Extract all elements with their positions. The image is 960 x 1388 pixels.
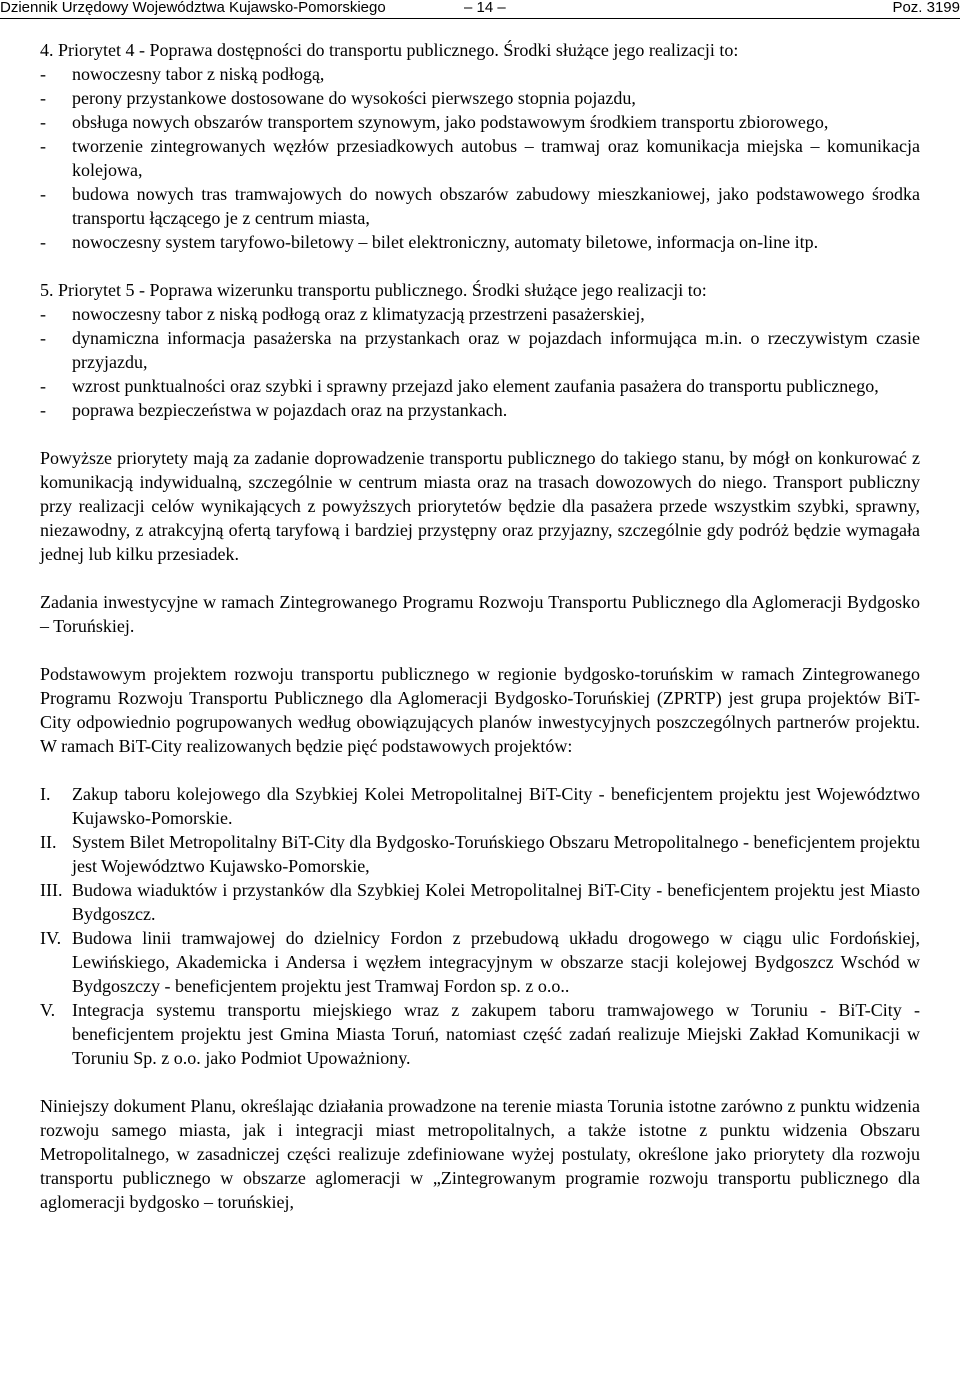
journal-title: Dziennik Urzędowy Województwa Kujawsko-Pomorskiego: [0, 0, 386, 16]
position-number: Poz. 3199: [892, 0, 960, 16]
list-dash: -: [40, 304, 46, 324]
project-text: Zakup taboru kolejowego dla Szybkiej Kolei Metropolitalnej BiT-City - beneficjentem projektu jest Województwo Kujawsko-Pomorskie.: [72, 784, 920, 828]
priority-5-title: 5. Priorytet 5 - Poprawa wizerunku transportu publicznego. Środki służące jego realizacji to:: [40, 280, 707, 300]
list-dash: -: [40, 184, 46, 204]
list-item-text: dynamiczna informacja pasażerska na przystankach oraz w pojazdach informująca m.in. o rzeczywistym czasie przyjazdu,: [72, 328, 920, 372]
list-item: [40, 398, 920, 422]
list-item-text: tworzenie zintegrowanych węzłów przesiadkowych autobus – tramwaj oraz komunikacja miejska – komunikacja kolejowa,: [72, 136, 920, 180]
project-text: Integracja systemu transportu miejskiego wraz z zakupem taboru tramwajowego w Toruniu - BiT-City - beneficjentem projektu jest Gmina Miasta Toruń, natomiast część zadań realizuje Miejski Zakład Komunikacji w Toruniu Sp. z o.o. jako Podmiot Upoważniony.: [72, 1000, 920, 1068]
list-item: [40, 230, 920, 254]
project-number: V.: [40, 1000, 56, 1020]
project-number: I.: [40, 784, 51, 804]
project-item: [40, 998, 920, 1070]
project-number: II.: [40, 832, 57, 852]
investment-tasks-heading: Zadania inwestycyjne w ramach Zintegrowanego Programu Rozwoju Transportu Publicznego dla Aglomeracji Bydgosko – Toruńskiej.: [40, 592, 920, 636]
projects-list: [40, 782, 920, 1070]
list-item: [40, 86, 920, 110]
project-number: III.: [40, 880, 63, 900]
project-item: [40, 782, 920, 830]
list-item-text: obsługa nowych obszarów transportem szynowym, jako podstawowym środkiem transportu zbiorowego,: [72, 112, 829, 132]
page-header: [0, 0, 960, 24]
main-project-paragraph: Podstawowym projektem rozwoju transportu publicznego w regionie bydgosko-toruńskim w ramach Zintegrowanego Programu Rozwoju Transportu Publicznego dla Aglomeracji Bydgosko-Toruńskiej (ZPRTP) jest grupa projektów BiT-City odpowiednio pogrupowanych według obowiązujących planów inwestycyjnych poszczególnych partnerów projektu. W ramach BiT-City realizowanych będzie pięć podstawowych projektów:: [40, 664, 920, 756]
list-item-text: nowoczesny tabor z niską podłogą,: [72, 64, 325, 84]
list-dash: -: [40, 64, 46, 84]
list-item-text: nowoczesny tabor z niską podłogą oraz z klimatyzacją przestrzeni pasażerskiej,: [72, 304, 645, 324]
list-item: [40, 62, 920, 86]
list-item: [40, 374, 920, 398]
list-item-text: wzrost punktualności oraz szybki i sprawny przejazd jako element zaufania pasażera do transportu publicznego,: [72, 376, 879, 396]
project-text: Budowa linii tramwajowej do dzielnicy Fordon z przebudową układu drogowego w ciągu ulic Fordońskiej, Lewińskiego, Akademicka i Andersa i węzłem integracyjnym w obszarze stacji kolejowej Bydgoszcz Wschód w Bydgoszczy - beneficjentem projektu jest Tramwaj Fordon sp. z o.o..: [72, 928, 920, 996]
list-dash: -: [40, 232, 46, 252]
priority-4-title: 4. Priorytet 4 - Poprawa dostępności do transportu publicznego. Środki służące jego realizacji to:: [40, 40, 739, 60]
priority-4-list: [40, 62, 920, 254]
list-dash: -: [40, 400, 46, 420]
list-item: [40, 110, 920, 134]
header-rule: [0, 18, 960, 19]
priorities-summary-paragraph: Powyższe priorytety mają za zadanie doprowadzenie transportu publicznego do takiego stanu, by mógł on konkurować z komunikacją indywidualną, szczególnie w centrum miasta oraz na trasach dowozowych do niego. Transport publiczny przy realizacji celów wynikających z powyższych priorytetów będzie dla pasażera przede wszystkim szybki, sprawny, niezawodny, z atrakcyjną ofertą taryfową i bardziej przystępny oraz przyjazny, szczególnie gdy podróż będzie wymagała jednej lub kilku przesiadek.: [40, 448, 920, 564]
document-body: [40, 38, 920, 1238]
project-item: [40, 926, 920, 998]
list-item-text: nowoczesny system taryfowo-biletowy – bilet elektroniczny, automaty biletowe, informacja on-line itp.: [72, 232, 819, 252]
list-dash: -: [40, 136, 46, 156]
page-number: – 14 –: [464, 0, 506, 16]
list-item-text: budowa nowych tras tramwajowych do nowych obszarów zabudowy mieszkaniowej, jako podstawowego środka transportu łączącego je z centrum miasta,: [72, 184, 920, 228]
priority-5-list: [40, 302, 920, 422]
list-dash: -: [40, 88, 46, 108]
project-item: [40, 830, 920, 878]
list-dash: -: [40, 112, 46, 132]
list-dash: -: [40, 328, 46, 348]
project-text: System Bilet Metropolitalny BiT-City dla Bydgosko-Toruńskiego Obszaru Metropolitalnego - beneficjentem projektu jest Województwo Kujawsko-Pomorskie,: [72, 832, 920, 876]
project-number: IV.: [40, 928, 62, 948]
list-item-text: poprawa bezpieczeństwa w pojazdach oraz na przystankach.: [72, 400, 508, 420]
list-item: [40, 302, 920, 326]
list-item: [40, 326, 920, 374]
priority-4-section: [40, 38, 920, 254]
project-text: Budowa wiaduktów i przystanków dla Szybkiej Kolei Metropolitalnej BiT-City - beneficjentem projektu jest Miasto Bydgoszcz.: [72, 880, 920, 924]
final-paragraph: Niniejszy dokument Planu, określając działania prowadzone na terenie miasta Torunia istotne zarówno z punktu widzenia rozwoju samego miasta, jak i integracji miast metropolitalnych, a także istotne z punktu widzenia Obszaru Metropolitalnego, w zasadniczej części realizuje zdefiniowane wyżej postulaty, określone jako priorytety dla rozwoju transportu publicznego w obszarze aglomeracji w „Zintegrowanym programie rozwoju transportu publicznego dla aglomeracji bydgosko – toruńskiej,: [40, 1096, 920, 1212]
list-dash: -: [40, 376, 46, 396]
list-item: [40, 182, 920, 230]
priority-5-section: [40, 278, 920, 422]
list-item: [40, 134, 920, 182]
list-item-text: perony przystankowe dostosowane do wysokości pierwszego stopnia pojazdu,: [72, 88, 636, 108]
project-item: [40, 878, 920, 926]
